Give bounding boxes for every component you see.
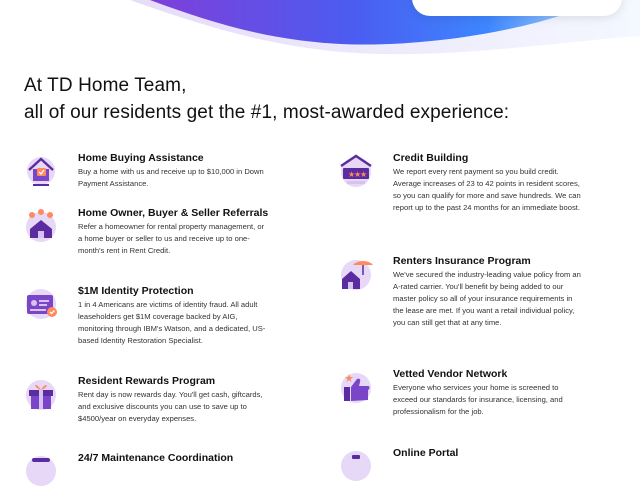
benefit-title: Online Portal bbox=[393, 447, 459, 459]
benefit-description: Buy a home with us and receive up to $10,000 in Down Payment Assistance. bbox=[78, 167, 264, 188]
benefit-description: Everyone who services your home is screened to exceed our standards for insurance, licensing, and professionalism for the job. bbox=[393, 383, 563, 416]
thumbs-up-icon bbox=[337, 368, 375, 406]
portal-icon bbox=[337, 447, 375, 485]
id-card-icon bbox=[22, 285, 60, 323]
credit-stars-icon bbox=[337, 152, 375, 190]
benefit-title: Home Owner, Buyer & Seller Referrals bbox=[78, 207, 269, 219]
headline-line-2: all of our residents get the #1, most-awarded experience: bbox=[24, 102, 510, 123]
umbrella-house-icon bbox=[337, 255, 375, 293]
benefit-description: Refer a homeowner for rental property management, or a home buyer or seller to us and receive up to one-month's rent in Rent Credit. bbox=[78, 222, 265, 255]
wrench-icon bbox=[22, 452, 60, 490]
page-headline bbox=[24, 72, 509, 126]
benefit-title: Home Buying Assistance bbox=[78, 152, 204, 164]
house-tag-icon bbox=[22, 152, 60, 190]
benefit-title: Vetted Vendor Network bbox=[393, 368, 508, 380]
benefit-title: $1M Identity Protection bbox=[78, 285, 194, 297]
benefit-title: 24/7 Maintenance Coordination bbox=[78, 452, 234, 464]
benefit-description: We report every rent payment so you build credit. Average increases of 23 to 42 points in resident scores, so you can qualify for more and save hundreds. We can report up to the past 24 months for an immediate boost. bbox=[393, 167, 581, 212]
house-referral-icon bbox=[22, 207, 60, 245]
hero-banner bbox=[0, 0, 640, 60]
svg-text:★: ★ bbox=[360, 170, 368, 179]
headline-line-1: At TD Home Team, bbox=[24, 75, 187, 96]
hero-card bbox=[412, 0, 622, 16]
gift-icon bbox=[22, 375, 60, 413]
benefit-title: Credit Building bbox=[393, 152, 469, 164]
svg-text:★: ★ bbox=[354, 170, 362, 179]
svg-text:★: ★ bbox=[348, 170, 356, 179]
benefit-description: We've secured the industry-leading value policy from an A-rated carrier. You'll benefit by being added to our master policy so all of your insurance requirements in the lease are met. If you want a retail individual policy, you can still get that at any time. bbox=[393, 270, 581, 327]
benefit-description: Rent day is now rewards day. You'll get cash, giftcards, and exclusive discounts you can use to save up to $4500/year on everyday expenses. bbox=[78, 390, 263, 423]
benefit-description: 1 in 4 Americans are victims of identity fraud. All adult leaseholders get $1M coverage backed by AIG, monitoring through IBM's Watson, and a dedicated, US-based Identity Restoration Specialist. bbox=[78, 300, 266, 345]
benefit-title: Renters Insurance Program bbox=[393, 255, 531, 267]
benefit-title: Resident Rewards Program bbox=[78, 375, 216, 387]
